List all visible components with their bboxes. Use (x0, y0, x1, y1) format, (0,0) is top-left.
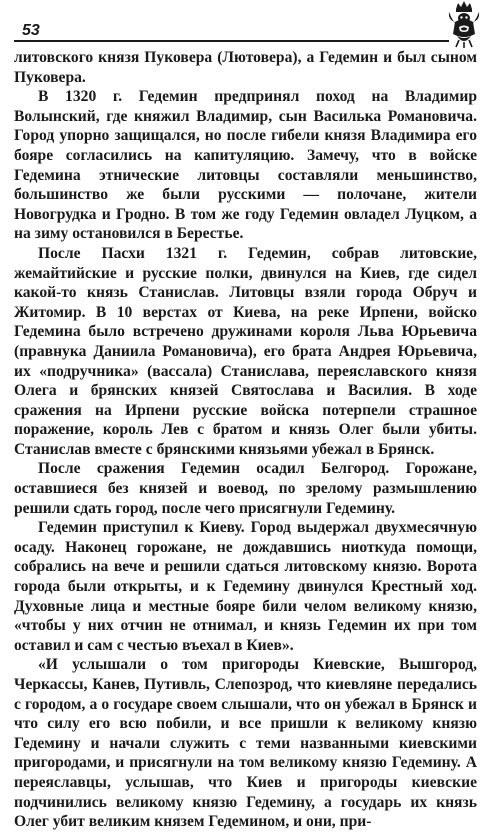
paragraph: «И услышали о том пригороды Киевские, Вышгород, Черкассы, Канев, Путивль, Слепозрод, что киевляне передались с городом, а о государе своем слышали, что он убежал в Брянск и что силу его всю побили, и все пришли к великому князю Гедемину и начали служить с теми названными киевскими пригородами, и присягнули на том великому князю Гедемину. А переяславцы, услышав, что Киев и пригороды киевские подчинились великому князю Гедемину, а государь их князь Олег убит великим князем Гедемином, и они, при- (14, 656, 477, 831)
body-text (14, 48, 477, 832)
page-number: 53 (22, 22, 40, 39)
paragraph: литовского князя Пуковера (Лютовера), а Гедемин и был сыном Пуковера. (14, 49, 477, 86)
paragraph: В 1320 г. Гедемин предпринял поход на Владимир Волынский, где княжил Владимир, сын Василька Романовича. Город упорно защищался, но после гибели князя Владимира его бояре согласились на капитуляцию. Замечу, что в войске Гедемина этнические литовцы составляли меньшинство, большинство же были русскими — полочане, жители Новогрудка и Гродно. В том же году Гедемин овладел Луцком, а на зиму остановился в Берестье. (14, 88, 477, 243)
paragraph: После Пасхи 1321 г. Гедемин, собрав литовские, жемайтийские и русские полки, двинулся на Киев, где сидел какой-то князь Станислав. Литовцы взяли города Обруч и Житомир. В 10 верстах от Киева, на реке Ирпени, войско Гедемина было встречено дружинами короля Льва Юрьевича (правнука Даниила Романовича), его брата Андрея Юрьевича, их «подручника» (вассала) Станислава, переяславского князя Олега и брянских князей Святослава и Василия. В ходе сражения на Ирпени русские войска потерпели страшное поражение, король Лев с братом и князь Олег были убиты. Станислав вместе с брянскими князьями убежал в Брянск. (14, 244, 477, 458)
paragraph: Гедемин приступил к Киеву. Город выдержал двухмесячную осаду. Наконец горожане, не дождавшись ниоткуда помощи, собрались на вече и решили сдаться литовскому князю. Ворота города были открыты, и к Гедемину двинулся Крестный ход. Духовные лица и местные бояре били челом великому князю, «чтобы у них отчин не отнимал, и князь Гедемин их при том оставил и сам с честью въехал в Киев». (14, 519, 477, 654)
heraldic-emblem-icon (447, 0, 481, 48)
header-rule (14, 40, 449, 42)
page-header (0, 0, 487, 50)
paragraph: После сражения Гедемин осадил Белгород. Горожане, оставшиеся без князей и воевод, по зрелому размышлению решили сдать город, после чего присягнули Гедемину. (14, 460, 477, 517)
